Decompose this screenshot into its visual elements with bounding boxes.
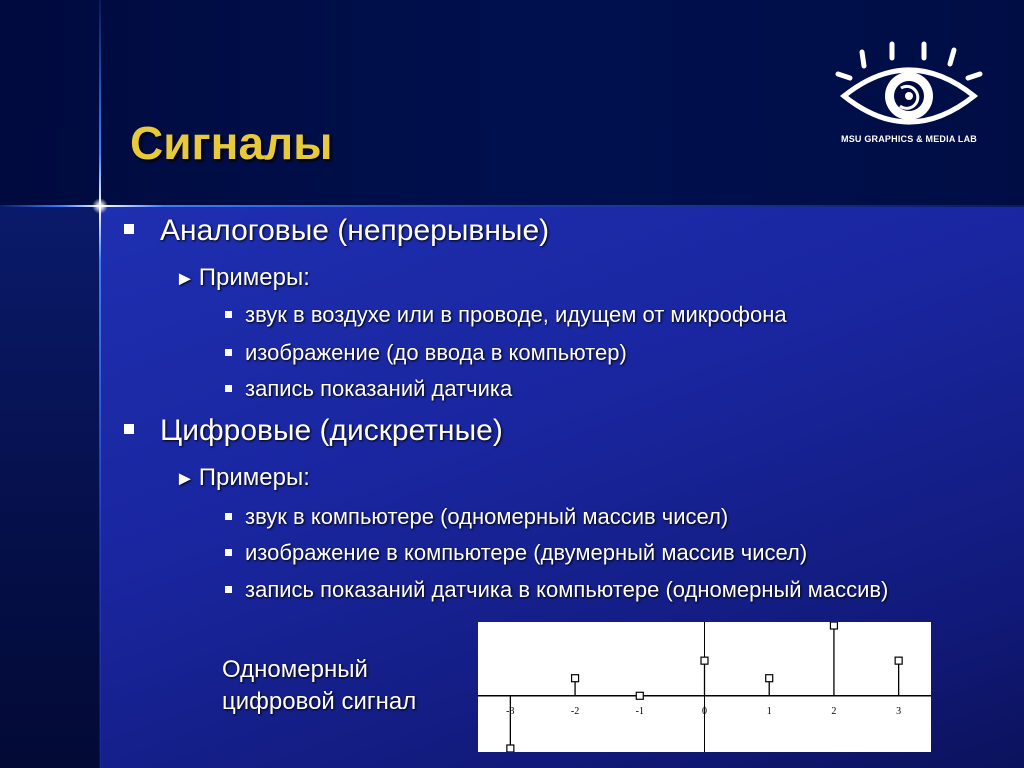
arrow-bullet-icon: ► [175, 468, 195, 490]
bullet-square-icon [124, 224, 134, 234]
signal-chart-svg [478, 622, 931, 752]
slide-title: Сигналы [130, 117, 333, 169]
x-tick-label: -1 [635, 705, 644, 717]
x-tick-label: -3 [506, 705, 515, 717]
arrow-bullet-icon: ► [175, 268, 195, 290]
data-point [701, 657, 708, 664]
logo-caption: MSU GRAPHICS & MEDIA LAB [841, 134, 977, 144]
data-point [572, 675, 579, 682]
data-point [766, 675, 773, 682]
list-item: звук в воздухе или в проводе, идущем от микрофона [225, 302, 787, 328]
bullet-square-icon [225, 311, 232, 318]
header-divider-line [0, 205, 1024, 207]
section-heading-digital: Цифровые (дискретные) [124, 414, 503, 448]
x-tick-label: 1 [766, 705, 772, 717]
x-tick-label: 0 [702, 705, 707, 717]
x-tick-label: 2 [831, 705, 837, 717]
sparkle-icon [92, 198, 108, 214]
bullet-square-icon [225, 349, 232, 356]
list-item: запись показаний датчика [225, 376, 512, 402]
bullet-square-icon [124, 424, 134, 434]
chart-caption [222, 654, 462, 718]
list-item: запись показаний датчика в компьютере (одномерный массив) [225, 577, 888, 603]
data-point [830, 622, 837, 629]
sub-heading-analog-examples: ► Примеры: [175, 264, 310, 291]
bullet-square-icon [225, 513, 232, 520]
section-heading-analog: Аналоговые (непрерывные) [124, 214, 549, 248]
chart-caption-line: цифровой сигнал [222, 688, 417, 715]
bullet-square-icon [225, 385, 232, 392]
list-item: изображение (до ввода в компьютер) [225, 340, 627, 366]
list-item: изображение в компьютере (двумерный массив чисел) [225, 540, 807, 566]
x-tick-label: 3 [896, 705, 902, 717]
sub-heading-digital-examples: ► Примеры: [175, 464, 310, 491]
data-point [895, 657, 902, 664]
vertical-accent-line [99, 0, 101, 768]
bullet-square-icon [225, 586, 232, 593]
x-tick-label: -2 [570, 705, 580, 717]
list-item: звук в компьютере (одномерный массив чисел) [225, 504, 728, 530]
bullet-square-icon [225, 549, 232, 556]
data-point [507, 745, 514, 752]
slide-left-band [0, 207, 100, 768]
signal-chart [478, 622, 931, 752]
chart-caption-line: Одномерный [222, 656, 368, 683]
data-point [636, 692, 643, 699]
